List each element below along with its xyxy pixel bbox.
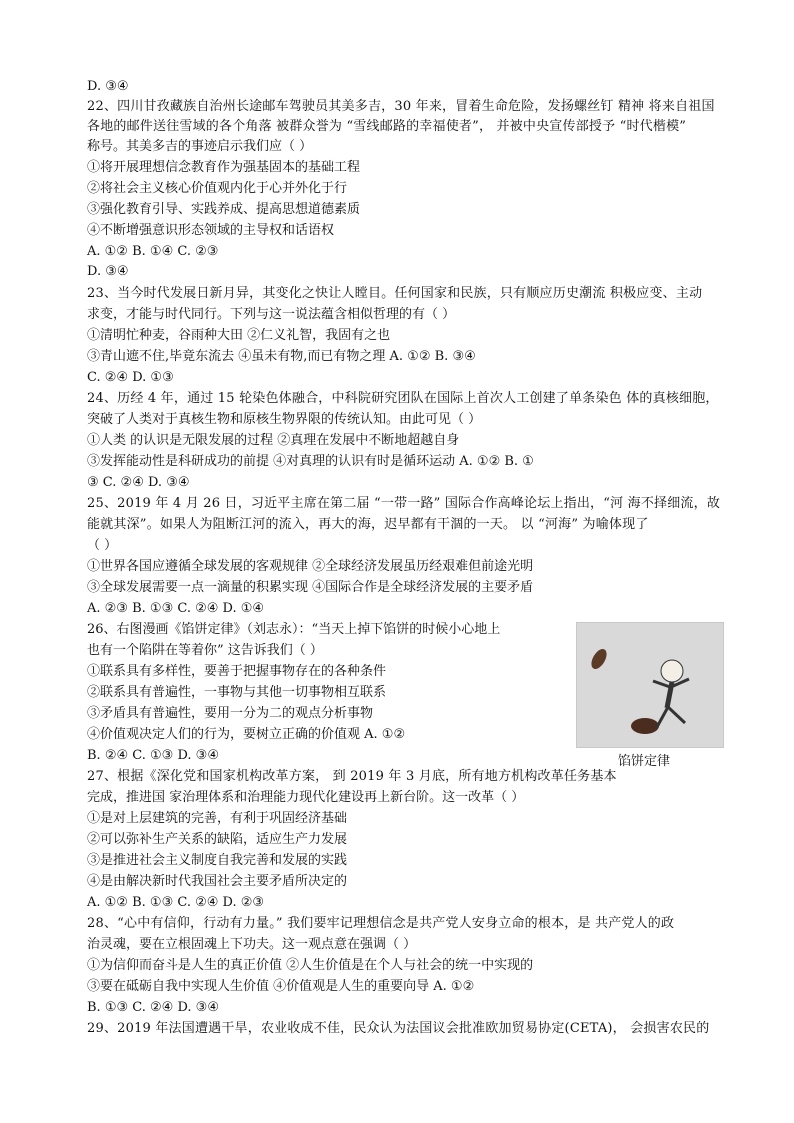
question-27-option-4: ④是由解决新时代我国社会主要矛盾所决定的 — [87, 874, 348, 889]
cartoon-image — [576, 622, 724, 748]
question-22-choices: A. ①② B. ①④ C. ②③ — [87, 244, 219, 259]
question-26-choices: B. ②④ C. ①③ D. ③④ — [87, 748, 219, 763]
question-24-options-2: ③发挥能动性是科研成功的前提 ④对真理的认识有时是循环运动 A. ①② B. ① — [87, 454, 534, 469]
question-27-stem-2: 完成，推进国 家治理体系和治理能力现代化建设再上新台阶。这一改革（ ） — [87, 790, 525, 805]
question-28-choices: B. ①③ C. ②④ D. ③④ — [87, 1000, 219, 1015]
question-26-stem-2: 也有一个陷阱在等着你” 这告诉我们（ ） — [87, 643, 323, 658]
question-26-option-4: ④价值观决定人们的行为，要树立正确的价值观 A. ①② — [87, 727, 406, 742]
cartoon-caption: 馅饼定律 — [618, 754, 671, 769]
question-24-stem-1: 24、历经 4 年，通过 15 轮染色体融合，中科院研究团队在国际上首次人工创建了单条染色 体的真核细胞， — [87, 391, 719, 406]
question-26-option-2: ②联系具有普遍性，一事物与其他一切事物相互联系 — [87, 685, 387, 700]
question-28-options-1: ①为信仰而奋斗是人生的真正价值 ②人生价值是在个人与社会的统一中实现的 — [87, 958, 534, 973]
question-26-stem-1: 26、右图漫画《馅饼定律》（刘志永）：“当天上掉下馅饼的时候小心地上 — [87, 622, 501, 637]
question-22-choice-d: D. ③④ — [87, 264, 129, 279]
question-23-options-1: ①清明忙种麦，谷雨种大田 ②仁义礼智，我固有之也 — [87, 328, 391, 343]
question-28-stem-1: 28、“心中有信仰，行动有力量。” 我们要牢记理想信念是共产党人安身立命的根本，是 共产党人的政 — [87, 916, 675, 931]
question-23-stem-1: 23、当今时代发展日新月异，其变化之快让人瞠目。任何国家和民族，只有顺应历史潮流 积极应变、主动 — [87, 286, 703, 301]
question-24-options-1: ①人类 的认识是无限发展的过程 ②真理在发展中不断地超越自身 — [87, 433, 460, 448]
question-22-stem-3: 称号。其美多吉的事迹启示我们应（ ） — [87, 139, 313, 154]
question-26-option-3: ③矛盾具有普遍性，要用一分为二的观点分析事物 — [87, 706, 374, 721]
line-01: D. ③④ — [87, 79, 129, 94]
question-23-stem-2: 求变，才能与时代同行。下列与这一说法蕴含相似哲理的有（ ） — [87, 307, 456, 322]
question-27-option-1: ①是对上层建筑的完善，有利于巩固经济基础 — [87, 811, 348, 826]
question-22-option-2: ②将社会主义核心价值观内化于心并外化于行 — [87, 181, 348, 196]
question-25-options-1: ①世界各国应遵循全球发展的客观规律 ②全球经济发展虽历经艰难但前途光明 — [87, 559, 534, 574]
question-25-stem-2: 能就其深”。如果人为阻断江河的流入，再大的海，迟早都有干涸的一天。 以 “河海” 为喻体现了 — [87, 517, 649, 532]
question-22-option-3: ③强化教育引导、实践养成、提高思想道德素质 — [87, 202, 361, 217]
question-27-option-3: ③是推进社会主义制度自我完善和发展的实践 — [87, 853, 348, 868]
question-22-stem-1: 22、四川甘孜藏族自治州长途邮车驾驶员其美多吉，30 年来，冒着生命危险，发扬螺丝钉 精神 将来自祖国 — [87, 99, 715, 114]
cartoon-illustration — [577, 623, 723, 747]
question-22-option-1: ①将开展理想信念教育作为强基固本的基础工程 — [87, 160, 361, 175]
question-25-stem-3: （ ） — [87, 538, 118, 553]
question-22-option-4: ④不断增强意识形态领域的主导权和话语权 — [87, 223, 335, 238]
question-25-options-2: ③全球发展需要一点一滴量的积累实现 ④国际合作是全球经济发展的主要矛盾 — [87, 580, 534, 595]
question-27-stem-1: 27、根据《深化党和国家机构改革方案， 到 2019 年 3 月底，所有地方机构改革任务基本 — [87, 769, 617, 784]
question-25-stem-1: 25、2019 年 4 月 26 日，习近平主席在第二届 “一带一路” 国际合作高峰论坛上指出，“河 海不择细流，故 — [87, 496, 721, 511]
question-24-choices: ③ C. ②④ D. ③④ — [87, 475, 190, 490]
question-28-stem-2: 治灵魂，要在立根固魂上下功夫。这一观点意在强调（ ） — [87, 937, 417, 952]
question-26-option-1: ①联系具有多样性，要善于把握事物存在的各种条件 — [87, 664, 387, 679]
question-23-options-2: ③青山遮不住,毕竟东流去 ④虽未有物,而已有物之理 A. ①② B. ③④ — [87, 349, 476, 364]
question-24-stem-2: 突破了人类对于真核生物和原核生物界限的传统认知。由此可见（ ） — [87, 412, 482, 427]
question-22-stem-2: 各地的邮件送往雪域的各个角落 被群众誉为 “雪线邮路的幸福使者”， 并被中央宣传部授予 “时代楷模” — [87, 119, 687, 134]
question-23-choices: C. ②④ D. ①③ — [87, 370, 174, 385]
question-29-stem-1: 29、2019 年法国遭遇干旱，农业收成不佳，民众认为法国议会批准欧加贸易协定(CETA)， 会损害农民的 — [87, 1021, 710, 1036]
question-27-choices: A. ①② B. ①③ C. ②④ D. ②③ — [87, 895, 265, 910]
question-27-option-2: ②可以弥补生产关系的缺陷，适应生产力发展 — [87, 832, 348, 847]
question-25-choices: A. ②③ B. ①③ C. ②④ D. ①④ — [87, 601, 265, 616]
question-28-options-2: ③要在砥砺自我中实现人生价值 ④价值观是人生的重要向导 A. ①② — [87, 979, 475, 994]
